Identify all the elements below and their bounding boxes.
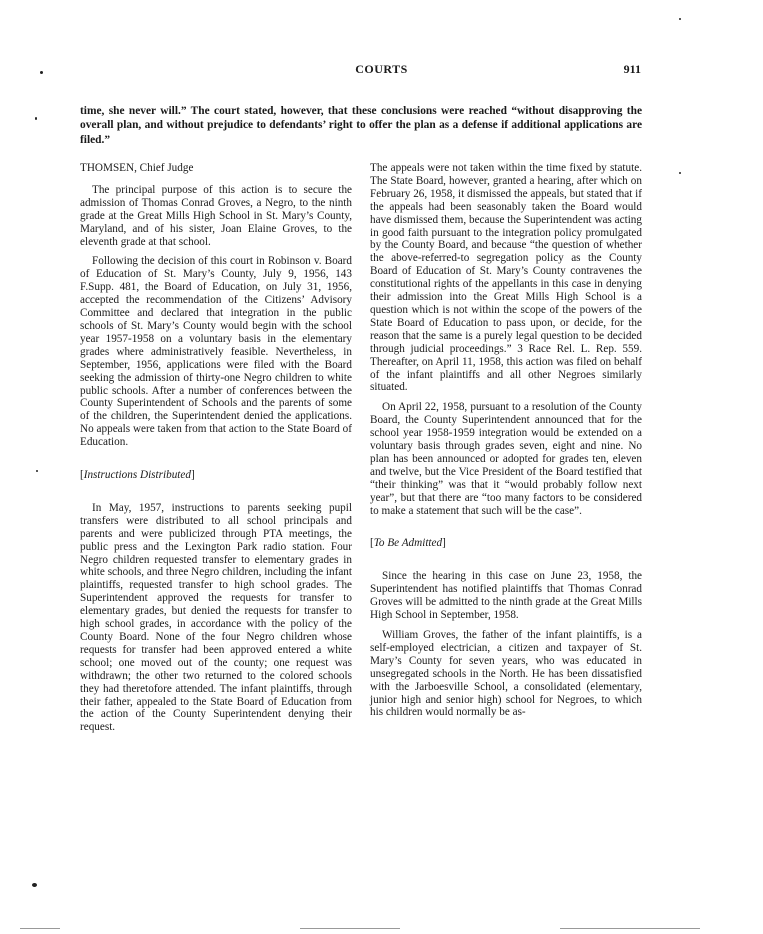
scan-speck	[32, 883, 37, 887]
scan-speck	[679, 18, 681, 20]
scan-edge	[300, 928, 400, 929]
running-head: COURTS	[355, 62, 408, 76]
paragraph: The principal purpose of this action is to secure the admission of Thomas Conrad Groves, a Negro, to the ninth grade at the Great Mills High School in St. Mary’s County, Maryland, and of his sister, Joan Elaine Groves, to the eleventh grade at that school.	[80, 183, 352, 248]
paragraph: In May, 1957, instructions to parents seeking pupil transfers were distributed to all school principals and parents and were publicized through PTA meetings, the public press and the Lexington Park radio station. Four Negro children requested transfer to elementary grades in white schools, and three Negro children, including the infant plaintiffs, requested transfer to high school grades. The Superintendent approved the requests for transfer to elementary grades, but denied the requests for transfer to high school grades, in accordance with the policy of the County Board. None of the four Negro children whose requests for transfer had been approved entered a white school; one moved out of the county; one request was withdrawn; the other two returned to the colored schools they had theretofore attended. The infant plaintiffs, through their father, appealed to the State Board of Education from the action of the County Superintendent denying their request.	[80, 501, 352, 734]
page-number: 911	[623, 62, 641, 76]
scan-edge	[560, 928, 700, 929]
paragraph: On April 22, 1958, pursuant to a resolution of the County Board, the County Superintendent announced that for the school year 1958-1959 integration would be extended on a voluntary basis through grades seven, eight and nine. No plan has been announced or adopted for grades ten, eleven and twelve, but the Vice President of the Board testified that “their thinking” was that it “would probably follow next year”, but that there are “too many factors to be considered to make a statement that such will be the case”.	[370, 401, 642, 517]
section-subhead: [Instructions Distributed]	[80, 469, 195, 482]
scan-speck	[35, 117, 37, 120]
subhead-text: To Be Admitted	[373, 537, 443, 550]
paragraph: The appeals were not taken within the time fixed by statute. The State Board, however, granted a hearing, after which on February 26, 1958, it dismissed the appeals, but stated that if the appeals had been seasonably taken the Board would have dismissed them, because the Superintendent was acting in good faith pursuant to the integration policy promulgated by the County Board, and because “the question of whether the above-referred-to segregation policy as the County Board of Education of St. Mary’s County contravenes the constitutional rights of the appellants in this case in denying their admission into the Great Mills High School is a question which is not within the scope of the powers of the State Board of Education to pass upon, or decide, for the reason that the same is a purely legal question to be decided through judicial proceedings.” 3 Race Rel. L. Rep. 559. Thereafter, on April 11, 1958, this action was filed on behalf of the infant plaintiffs and all other Negroes similarly situated.	[370, 162, 642, 394]
scan-speck	[679, 172, 681, 174]
paragraph: Since the hearing in this case on June 23, 1958, the Superintendent has notified plaintiffs that Thomas Conrad Groves will be admitted to the ninth grade at the Great Mills High School in September, 1958.	[370, 570, 642, 622]
headnote: time, she never will.” The court stated, however, that these conclusions were reached “without disapproving the overall plan, and without prejudice to defendants’ right to offer the plan as a defense if additional applications are filed.”	[80, 105, 642, 146]
subhead-text: Instructions Distributed	[83, 469, 191, 482]
scan-speck	[40, 71, 43, 74]
opinion-author: THOMSEN, Chief Judge	[80, 162, 194, 174]
section-subhead: [To Be Admitted]	[370, 537, 446, 550]
left-column	[80, 162, 352, 741]
scan-edge	[20, 928, 60, 929]
scan-speck	[36, 470, 38, 472]
paragraph: William Groves, the father of the infant plaintiffs, is a self-employed electrician, a citizen and taxpayer of St. Mary’s County for seven years, who was educated in unsegregated schools in the North. He has been dissatisfied with the Jarboesville School, a consolidated (elementary, junior high and senior high) school for Negroes, to which his children would normally be as-	[370, 629, 642, 719]
right-column	[370, 162, 642, 726]
paragraph: Following the decision of this court in Robinson v. Board of Education of St. Mary’s County, July 9, 1956, 143 F.Supp. 481, the Board of Education, on July 31, 1956, accepted the recommendation of the Citizens’ Advisory Committee and declared that integration in the public schools of St. Mary’s County would begin with the school year 1957-1958 on a voluntary basis in the elementary grades where administratively feasible. Nevertheless, in September, 1956, applications were filed with the Board seeking the admission of thirty-one Negro children to white public schools. After a number of conferences between the County Superintendent of Schools and the parents of some of the children, the Superintendent denied the applications. No appeals were taken from that action to the State Board of Education.	[80, 255, 352, 449]
